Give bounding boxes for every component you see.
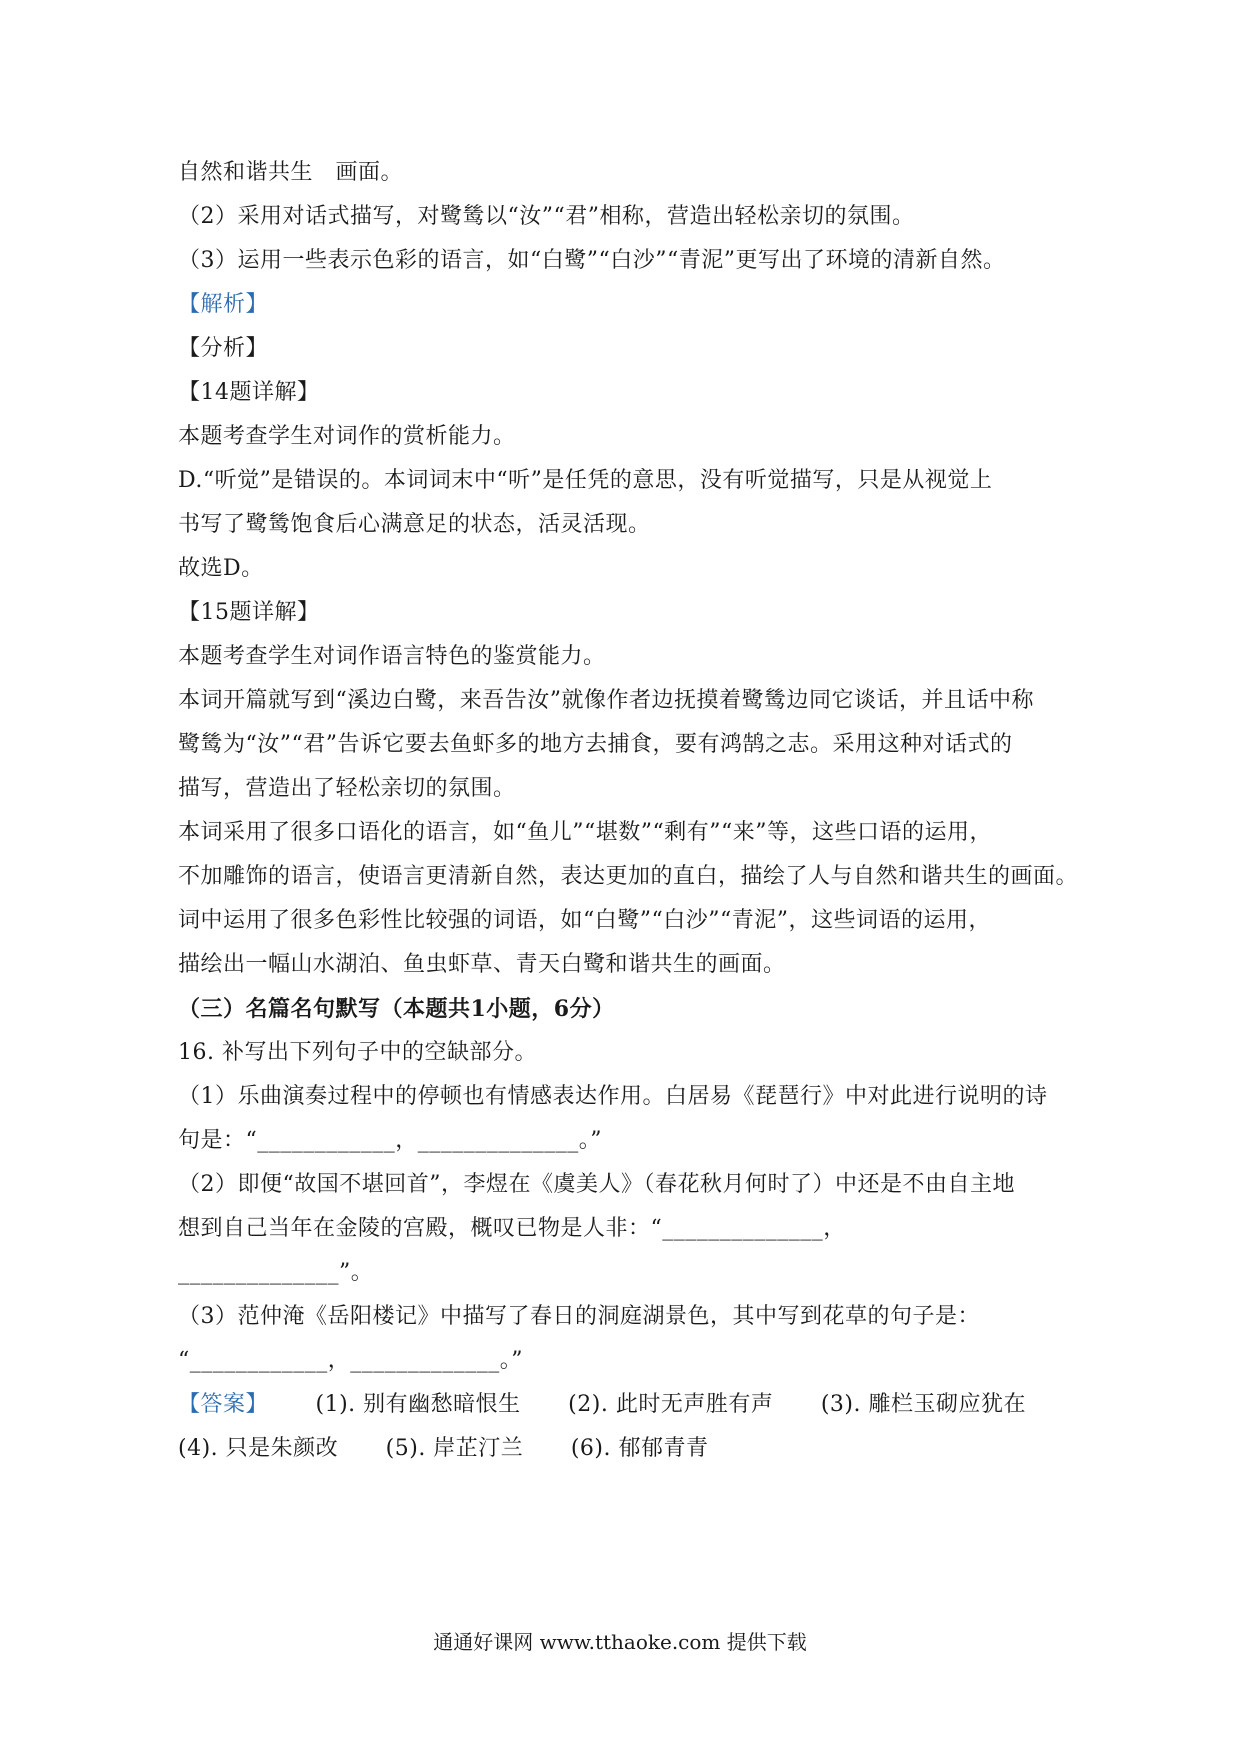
answer-item: (5). 岸芷汀兰	[385, 1436, 524, 1461]
text-line: （1）乐曲演奏过程中的停顿也有情感表达作用。白居易《琵琶行》中对此进行说明的诗	[178, 1084, 1048, 1109]
text-line: 不加雕饰的语言，使语言更清新自然，表达更加的直白，描绘了人与自然和谐共生的画面。	[178, 864, 1079, 889]
text-line: 描写，营造出了轻松亲切的氛围。	[178, 776, 516, 801]
text-line: ______________”。	[178, 1260, 374, 1285]
text-line: （3）范仲淹《岳阳楼记》中描写了春日的洞庭湖景色，其中写到花草的句子是：	[178, 1304, 980, 1329]
text-line: （2）即便“故国不堪回首”，李煜在《虞美人》（春花秋月何时了）中还是不由自主地	[178, 1172, 1015, 1197]
text-line: 描绘出一幅山水湖泊、鱼虫虾草、青天白鹭和谐共生的画面。	[178, 952, 786, 977]
section-heading: 【14题详解】	[178, 380, 320, 405]
text-line: 书写了鹭鸶饱食后心满意足的状态，活灵活现。	[178, 512, 651, 537]
answer-item: (1). 别有幽愁暗恨生	[315, 1392, 521, 1417]
footer: 通通好课网 www.tthaoke.com 提供下载	[433, 1630, 807, 1654]
text-line: 本题考查学生对词作的赏析能力。	[178, 424, 516, 449]
analysis-heading: 【解析】	[178, 292, 269, 317]
question-16: 16. 补写出下列句子中的空缺部分。	[178, 1040, 537, 1065]
answer-line	[178, 1390, 1078, 1420]
text-line: 想到自己当年在金陵的宫殿，概叹已物是人非：“______________，	[178, 1216, 846, 1241]
answer-item: (2). 此时无声胜有声	[568, 1392, 774, 1417]
section-heading: 【15题详解】	[178, 600, 320, 625]
text-line: 本词采用了很多口语化的语言，如“鱼儿”“堪数”“剩有”“来”等，这些口语的运用，	[178, 820, 992, 845]
answer-item: (3). 雕栏玉砌应犹在	[820, 1392, 1026, 1417]
text-line: （2）采用对话式描写，对鹭鸶以“汝”“君”相称，营造出轻松亲切的氛围。	[178, 204, 915, 229]
answer-item: (6). 郁郁青青	[570, 1436, 709, 1461]
text-line: 本词开篇就写到“溪边白鹭，来吾告汝”就像作者边抚摸着鹭鸶边同它谈话，并且话中称	[178, 688, 1034, 713]
text-line: D.“听觉”是错误的。本词词末中“听”是任凭的意思，没有听觉描写，只是从视觉上	[178, 468, 993, 493]
text-line: 本题考查学生对词作语言特色的鉴赏能力。	[178, 644, 606, 669]
text-line: 鹭鸶为“汝”“君”告诉它要去鱼虾多的地方去捕食，要有鸿鹄之志。采用这种对话式的	[178, 732, 1013, 757]
text-line: 句是：“____________，______________。”	[178, 1128, 602, 1153]
answer-line	[178, 1434, 1078, 1464]
text-line: 词中运用了很多色彩性比较强的词语，如“白鹭”“白沙”“青泥”，这些词语的运用，	[178, 908, 991, 933]
part-heading: （三）名篇名句默写（本题共1小题，6分）	[178, 996, 615, 1022]
text-line: “____________，_____________。”	[178, 1348, 523, 1373]
text-line: 故选D。	[178, 556, 264, 581]
answer-label: 【答案】	[178, 1392, 269, 1417]
text-line: 自然和谐共生 画面。	[178, 160, 404, 185]
text-line: （3）运用一些表示色彩的语言，如“白鹭”“白沙”“青泥”更写出了环境的清新自然。	[178, 248, 1006, 273]
answer-item: (4). 只是朱颜改	[178, 1436, 339, 1461]
section-heading: 【分析】	[178, 336, 269, 361]
